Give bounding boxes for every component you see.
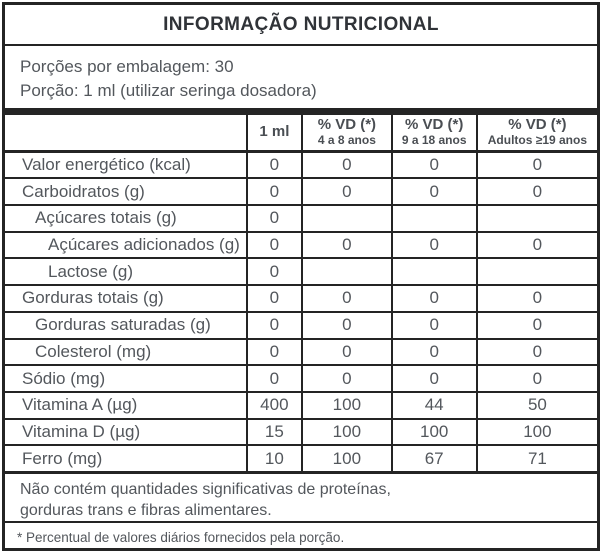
nutrient-value-vd-9-18: 44: [392, 392, 477, 419]
nutrient-label: Açúcares totais (g): [5, 205, 247, 232]
nutrient-value-vd-9-18: 100: [392, 419, 477, 446]
nutrient-value-amount: 0: [247, 312, 303, 339]
nutrient-label: Açúcares adicionados (g): [5, 232, 247, 259]
column-header-vd-9-18-anos: % VD (*) 9 a 18 anos: [392, 115, 477, 151]
nutrient-value-vd-4-8: 0: [302, 232, 391, 259]
nutrient-value-vd-9-18: 0: [392, 339, 477, 366]
nutrient-value-amount: 0: [247, 365, 303, 392]
nutrient-value-amount: 0: [247, 285, 303, 312]
table-row: [5, 151, 597, 178]
nutrient-value-amount: 0: [247, 232, 303, 259]
table-row: [5, 285, 597, 312]
nutrient-value-vd-9-18: [392, 205, 477, 232]
nutrient-value-vd-4-8: 100: [302, 392, 391, 419]
nutrient-value-vd-4-8: 0: [302, 285, 391, 312]
nutrition-table-wrap: [5, 115, 597, 471]
table-row: [5, 312, 597, 339]
column-header-vd-adultos: % VD (*) Adultos ≥19 anos: [477, 115, 597, 151]
table-row: [5, 339, 597, 366]
header-row: [5, 115, 597, 151]
nutrient-value-amount: 15: [247, 419, 303, 446]
nutrient-value-vd-9-18: 0: [392, 151, 477, 178]
title-section: [5, 5, 597, 46]
nutrient-value-amount: 400: [247, 392, 303, 419]
nutrient-value-vd-adultos: [477, 258, 597, 285]
nutrient-label: Valor energético (kcal): [5, 151, 247, 178]
nutrient-value-vd-adultos: 0: [477, 151, 597, 178]
nutrient-value-amount: 0: [247, 258, 303, 285]
table-row: [5, 205, 597, 232]
insignificant-amounts-note: Não contém quantidades significativas de proteínas, gorduras trans e fibras alimentares.: [5, 471, 597, 523]
nutrient-label: Lactose (g): [5, 258, 247, 285]
nutrient-label: Vitamina D (µg): [5, 419, 247, 446]
nutrient-value-vd-adultos: 0: [477, 339, 597, 366]
nutrient-value-vd-adultos: 0: [477, 232, 597, 259]
nutrient-value-vd-4-8: 0: [302, 151, 391, 178]
nutrient-value-vd-9-18: 0: [392, 232, 477, 259]
nutrient-value-vd-adultos: 0: [477, 312, 597, 339]
nutrient-value-vd-adultos: 0: [477, 365, 597, 392]
table-row: [5, 232, 597, 259]
table-row: [5, 392, 597, 419]
nutrient-label: Carboidratos (g): [5, 178, 247, 205]
nutrient-value-vd-9-18: 67: [392, 445, 477, 471]
nutrient-value-vd-4-8: 100: [302, 445, 391, 471]
nutrition-facts-label: [2, 2, 600, 551]
portion-section: [5, 46, 597, 115]
nutrient-value-amount: 0: [247, 205, 303, 232]
nutrient-label: Gorduras totais (g): [5, 285, 247, 312]
serving-size: Porção: 1 ml (utilizar seringa dosadora): [20, 81, 317, 101]
table-row: [5, 445, 597, 471]
nutrient-value-vd-4-8: [302, 258, 391, 285]
column-header-vd-4-8-anos: % VD (*) 4 a 8 anos: [302, 115, 391, 151]
nutrient-value-amount: 0: [247, 151, 303, 178]
column-header-nutrient: [5, 115, 247, 151]
nutrition-table-body: [5, 151, 597, 471]
nutrition-table: [5, 115, 597, 471]
nutrient-value-vd-9-18: 0: [392, 312, 477, 339]
nutrient-value-vd-adultos: 50: [477, 392, 597, 419]
nutrient-label: Ferro (mg): [5, 445, 247, 471]
nutrient-label: Colesterol (mg): [5, 339, 247, 366]
nutrient-value-vd-9-18: [392, 258, 477, 285]
nutrient-value-vd-adultos: 71: [477, 445, 597, 471]
nutrient-value-amount: 10: [247, 445, 303, 471]
nutrient-value-vd-4-8: 0: [302, 339, 391, 366]
nutrient-value-vd-4-8: 100: [302, 419, 391, 446]
nutrient-value-vd-4-8: 0: [302, 178, 391, 205]
nutrient-value-vd-adultos: [477, 205, 597, 232]
table-row: [5, 258, 597, 285]
nutrient-value-vd-4-8: 0: [302, 365, 391, 392]
nutrient-value-amount: 0: [247, 178, 303, 205]
column-header-amount: 1 ml: [247, 115, 303, 151]
nutrient-value-vd-4-8: [302, 205, 391, 232]
nutrient-value-vd-9-18: 0: [392, 365, 477, 392]
table-row: [5, 365, 597, 392]
nutrient-value-vd-adultos: 100: [477, 419, 597, 446]
nutrient-value-vd-4-8: 0: [302, 312, 391, 339]
nutrient-value-vd-9-18: 0: [392, 285, 477, 312]
nutrient-value-vd-9-18: 0: [392, 178, 477, 205]
servings-per-package: Porções por embalagem: 30: [20, 57, 234, 76]
nutrient-value-amount: 0: [247, 339, 303, 366]
nutrient-value-vd-adultos: 0: [477, 285, 597, 312]
nutrient-label: Gorduras saturadas (g): [5, 312, 247, 339]
table-row: [5, 419, 597, 446]
nutrient-label: Sódio (mg): [5, 365, 247, 392]
daily-values-footnote: * Percentual de valores diários fornecidos pela porção.: [17, 530, 345, 546]
table-row: [5, 178, 597, 205]
nutrient-value-vd-adultos: 0: [477, 178, 597, 205]
nutrient-label: Vitamina A (µg): [5, 392, 247, 419]
label-title: INFORMAÇÃO NUTRICIONAL: [163, 13, 439, 35]
